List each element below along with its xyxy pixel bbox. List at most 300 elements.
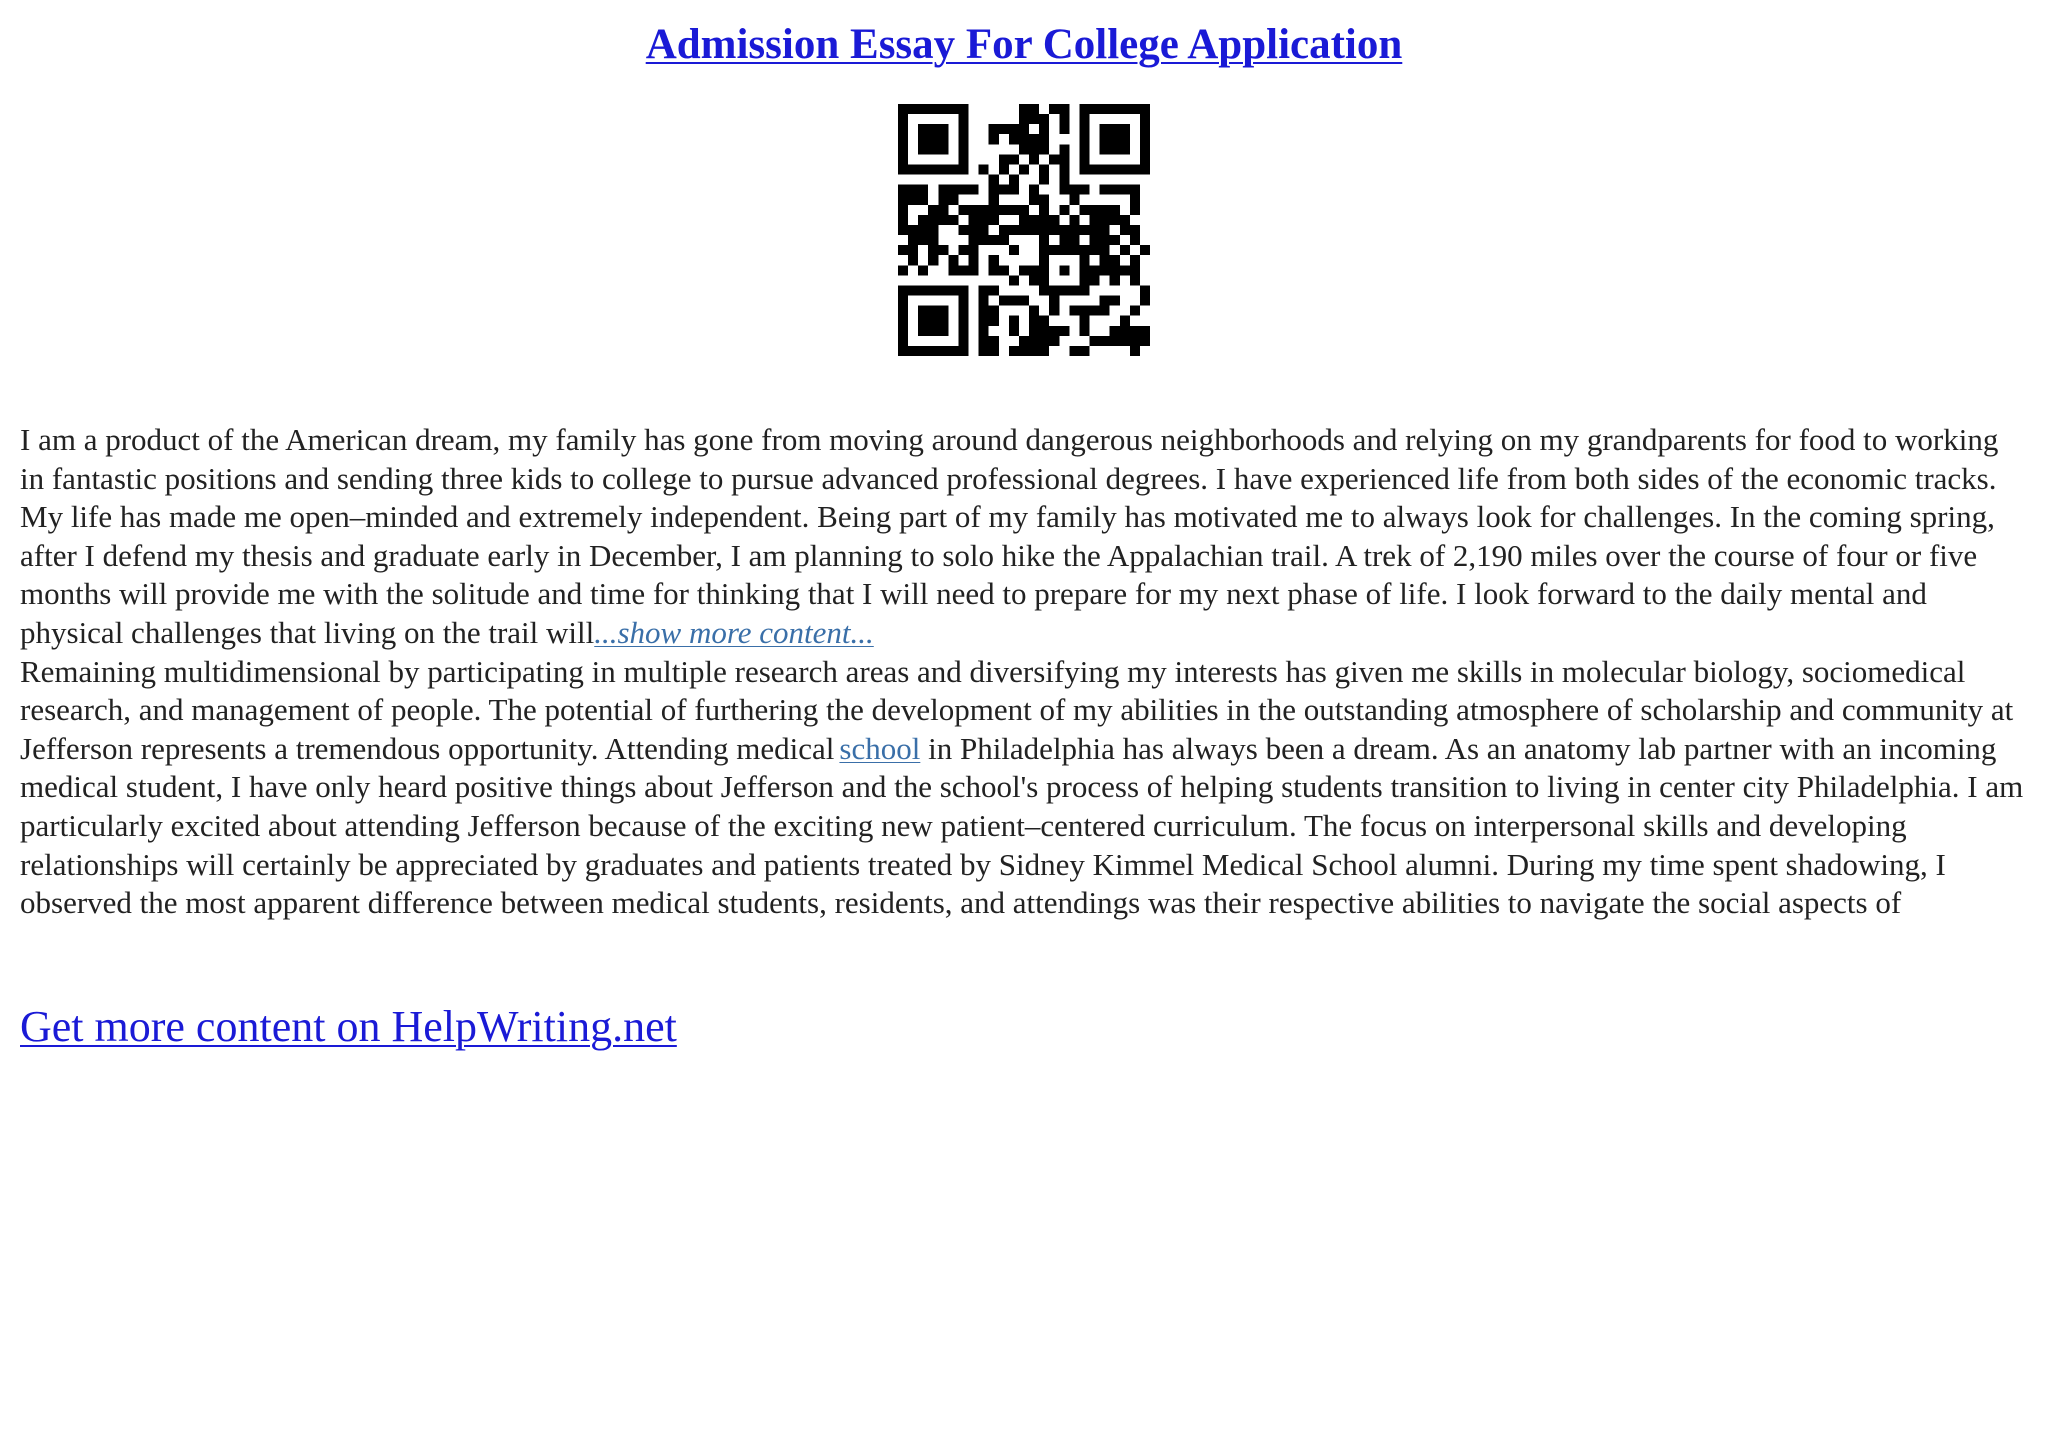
qr-module (1100, 255, 1110, 265)
qr-module (1090, 215, 1100, 225)
page-title[interactable]: Admission Essay For College Application (645, 21, 1403, 68)
qr-module (1029, 225, 1039, 235)
qr-module (1059, 245, 1069, 255)
qr-module (908, 245, 918, 255)
qr-module (1140, 245, 1150, 255)
qr-module (1059, 185, 1069, 195)
qr-module (1069, 235, 1079, 245)
qr-module (989, 255, 999, 265)
qr-module (1090, 235, 1100, 245)
qr-module (979, 225, 989, 235)
qr-module (1029, 275, 1039, 285)
qr-module (969, 215, 979, 225)
qr-module (1039, 346, 1049, 356)
qr-module (1069, 245, 1079, 255)
qr-module (1059, 164, 1069, 174)
qr-module (898, 326, 908, 336)
qr-module (1110, 124, 1120, 134)
qr-module (1130, 326, 1140, 336)
essay-body (20, 421, 2030, 923)
qr-module (1049, 306, 1059, 316)
qr-module (1009, 275, 1019, 285)
qr-module (1120, 336, 1130, 346)
qr-module (1120, 265, 1130, 275)
qr-module (898, 134, 908, 144)
qr-module (999, 154, 1009, 164)
qr-module (908, 164, 918, 174)
qr-module (1029, 144, 1039, 154)
qr-module (1100, 296, 1110, 306)
qr-module (1079, 124, 1089, 134)
qr-module (1019, 225, 1029, 235)
qr-module (918, 185, 928, 195)
qr-module (1079, 185, 1089, 195)
qr-module (938, 144, 948, 154)
qr-module (948, 185, 958, 195)
qr-module (938, 346, 948, 356)
qr-module (918, 164, 928, 174)
qr-module (908, 255, 918, 265)
qr-module (1069, 306, 1079, 316)
qr-module (1009, 175, 1019, 185)
qr-module (1039, 225, 1049, 235)
school-link[interactable]: school (839, 730, 921, 766)
qr-module (1039, 275, 1049, 285)
qr-module (979, 336, 989, 346)
qr-module (918, 144, 928, 154)
qr-module (1069, 195, 1079, 205)
qr-module (1009, 346, 1019, 356)
qr-module (1029, 306, 1039, 316)
qr-module (958, 245, 968, 255)
qr-module (948, 215, 958, 225)
qr-module (979, 306, 989, 316)
qr-module (1110, 275, 1120, 285)
qr-module (1079, 164, 1089, 174)
qr-module (1009, 296, 1019, 306)
qr-module (1100, 124, 1110, 134)
qr-module (938, 134, 948, 144)
qr-module (1049, 296, 1059, 306)
qr-module (1130, 185, 1140, 195)
qr-module (1069, 346, 1079, 356)
qr-module (1059, 144, 1069, 154)
qr-module (979, 235, 989, 245)
qr-module (1049, 245, 1059, 255)
qr-module (1140, 336, 1150, 346)
qr-module (1090, 245, 1100, 255)
qr-module (1049, 225, 1059, 235)
qr-module (938, 306, 948, 316)
qr-module (999, 124, 1009, 134)
qr-module (1059, 175, 1069, 185)
qr-module (1019, 134, 1029, 144)
qr-module (908, 195, 918, 205)
qr-module (1029, 336, 1039, 346)
qr-module (928, 215, 938, 225)
qr-module (928, 104, 938, 114)
qr-module (1110, 326, 1120, 336)
qr-module (1079, 275, 1089, 285)
qr-module (999, 225, 1009, 235)
qr-module (1049, 104, 1059, 114)
qr-module (1130, 195, 1140, 205)
qr-module (1019, 124, 1029, 134)
qr-module (989, 215, 999, 225)
qr-module (1029, 134, 1039, 144)
qr-module (979, 164, 989, 174)
qr-module (1079, 134, 1089, 144)
qr-module (958, 154, 968, 164)
qr-module (1090, 336, 1100, 346)
qr-module (958, 306, 968, 316)
qr-module (989, 134, 999, 144)
qr-module (979, 296, 989, 306)
qr-module (1059, 104, 1069, 114)
qr-module (1090, 265, 1100, 275)
qr-module (1110, 265, 1120, 275)
qr-module (1100, 205, 1110, 215)
qr-module (989, 285, 999, 295)
qr-module (1029, 114, 1039, 124)
qr-module (1120, 164, 1130, 174)
qr-module (979, 205, 989, 215)
qr-module (1079, 104, 1089, 114)
qr-module (918, 316, 928, 326)
qr-module (928, 316, 938, 326)
qr-module (1079, 245, 1089, 255)
qr-module (1059, 114, 1069, 124)
qr-module (1120, 225, 1130, 235)
qr-module (928, 205, 938, 215)
qr-module (1130, 104, 1140, 114)
qr-module (1110, 104, 1120, 114)
qr-module (1079, 255, 1089, 265)
qr-module (898, 205, 908, 215)
qr-module (1079, 316, 1089, 326)
qr-module (958, 346, 968, 356)
qr-module (989, 205, 999, 215)
qr-module (1049, 154, 1059, 164)
qr-module (989, 124, 999, 134)
qr-module (1110, 134, 1120, 144)
qr-module (948, 164, 958, 174)
essay-paragraph-2 (20, 653, 2030, 923)
qr-module (918, 215, 928, 225)
qr-module (1090, 104, 1100, 114)
qr-module (1100, 235, 1110, 245)
qr-module (958, 296, 968, 306)
qr-module (1130, 255, 1140, 265)
qr-module (1079, 326, 1089, 336)
qr-module (938, 205, 948, 215)
qr-module (1039, 316, 1049, 326)
qr-module (1039, 326, 1049, 336)
qr-module (958, 144, 968, 154)
qr-module (938, 245, 948, 255)
qr-module (928, 134, 938, 144)
qr-module (1009, 134, 1019, 144)
qr-module (1029, 185, 1039, 195)
qr-module (999, 296, 1009, 306)
qr-code-icon (898, 104, 1150, 356)
qr-module (969, 265, 979, 275)
paragraph-1-text: I am a product of the American dream, my family has gone from moving around dangerous neighborhoods and relying on my grandparents for food to working in fantastic positions and sending three kids to college to pursue advanced professional degrees. I have experienced life from both sides of the economic tracks. My life has made me open–minded and extremely independent. Being part of my family has motivated me to always look for challenges. In the coming spring, after I defend my thesis and graduate early in December, I am planning to solo hike the Appalachian trail. A trek of 2,190 miles over the course of four or five months will provide me with the solitude and time for thinking that I will need to prepare for my next phase of life. I look forward to the daily mental and physical challenges that living on the trail will (20, 422, 1999, 650)
qr-module (1110, 255, 1120, 265)
qr-module (1019, 104, 1029, 114)
qr-module (1019, 114, 1029, 124)
qr-module (898, 316, 908, 326)
qr-module (1100, 215, 1110, 225)
qr-module (938, 326, 948, 336)
qr-module (1120, 326, 1130, 336)
qr-module (1120, 245, 1130, 255)
qr-module (1069, 225, 1079, 235)
qr-module (1039, 245, 1049, 255)
qr-module (1029, 346, 1039, 356)
qr-module (1110, 185, 1120, 195)
qr-module (938, 215, 948, 225)
qr-module (938, 285, 948, 295)
qr-module (1120, 104, 1130, 114)
qr-module (918, 104, 928, 114)
qr-module (1059, 225, 1069, 235)
qr-module (1130, 265, 1140, 275)
qr-module (898, 225, 908, 235)
qr-module (1100, 225, 1110, 235)
qr-module (999, 164, 1009, 174)
qr-module (999, 205, 1009, 215)
qr-module (1049, 336, 1059, 346)
qr-module (938, 164, 948, 174)
qr-module (938, 195, 948, 205)
qr-module (1039, 134, 1049, 144)
qr-module (908, 346, 918, 356)
qr-module (1120, 124, 1130, 134)
qr-module (898, 296, 908, 306)
qr-module (1140, 326, 1150, 336)
qr-module (1100, 144, 1110, 154)
qr-module (958, 205, 968, 215)
qr-module (1140, 124, 1150, 134)
qr-module (1039, 255, 1049, 265)
qr-module (1130, 235, 1140, 245)
essay-paragraph-1 (20, 421, 2030, 653)
get-more-content-link[interactable]: Get more content on HelpWriting.net (20, 1002, 677, 1051)
qr-module (958, 265, 968, 275)
qr-module (1100, 245, 1110, 255)
qr-module (1039, 144, 1049, 154)
qr-module (1009, 225, 1019, 235)
qr-module (1079, 114, 1089, 124)
qr-module (1009, 245, 1019, 255)
qr-module (1120, 185, 1130, 195)
qr-module (989, 346, 999, 356)
qr-module (928, 255, 938, 265)
qr-module (958, 164, 968, 174)
qr-module (918, 195, 928, 205)
qr-module (1130, 164, 1140, 174)
qr-module (928, 285, 938, 295)
qr-module (989, 306, 999, 316)
qr-module (1130, 306, 1140, 316)
qr-module (1009, 185, 1019, 195)
qr-module (958, 134, 968, 144)
qr-module (908, 285, 918, 295)
qr-module (1140, 296, 1150, 306)
qr-module (989, 185, 999, 195)
qr-module (898, 336, 908, 346)
qr-module (969, 225, 979, 235)
qr-module (1140, 164, 1150, 174)
qr-module (1140, 134, 1150, 144)
qr-module (1039, 205, 1049, 215)
qr-module (1140, 285, 1150, 295)
qr-module (938, 124, 948, 134)
show-more-link[interactable]: ...show more content... (594, 614, 874, 650)
qr-module (1100, 164, 1110, 174)
qr-module (969, 235, 979, 245)
qr-module (908, 185, 918, 195)
qr-module (1039, 195, 1049, 205)
qr-module (1029, 316, 1039, 326)
qr-module (989, 175, 999, 185)
qr-module (1039, 175, 1049, 185)
qr-module (938, 104, 948, 114)
qr-module (1079, 205, 1089, 215)
qr-module (1039, 114, 1049, 124)
qr-module (1049, 215, 1059, 225)
qr-module (1090, 164, 1100, 174)
qr-module (1100, 185, 1110, 195)
qr-module (979, 285, 989, 295)
paragraph-2-text-end: in Philadelphia has always been a dream. As an anatomy lab partner with an incoming medical student, I have only heard positive things about Jefferson and the school's process of helping students transition to living in center city Philadelphia. I am particularly excited about attending Jefferson because of the exciting new patient–centered curriculum. The focus on interpersonal skills and developing relationships will certainly be appreciated by graduates and patients treated by Sidney Kimmel Medical School alumni. During my time spent shadowing, I observed the most apparent difference between medical students, residents, and attendings was their respective abilities to navigate the social aspects of (20, 730, 2024, 921)
qr-module (1130, 205, 1140, 215)
qr-module (1019, 164, 1029, 174)
qr-module (928, 225, 938, 235)
qr-module (969, 245, 979, 255)
qr-module (898, 124, 908, 134)
qr-module (898, 164, 908, 174)
qr-module (969, 185, 979, 195)
qr-code-graphic (898, 104, 1150, 356)
qr-module (1059, 326, 1069, 336)
qr-module (1090, 225, 1100, 235)
qr-module (1029, 104, 1039, 114)
qr-module (1009, 205, 1019, 215)
qr-module (1059, 265, 1069, 275)
qr-module (1039, 265, 1049, 275)
qr-module (958, 336, 968, 346)
qr-module (1059, 205, 1069, 215)
qr-module (979, 346, 989, 356)
qr-module (1039, 215, 1049, 225)
qr-module (1110, 205, 1120, 215)
qr-module (898, 215, 908, 225)
qr-module (1130, 275, 1140, 285)
qr-module (1130, 346, 1140, 356)
qr-module (958, 185, 968, 195)
qr-module (989, 235, 999, 245)
qr-module (898, 306, 908, 316)
qr-module (948, 255, 958, 265)
qr-module (918, 306, 928, 316)
qr-module (1019, 205, 1029, 215)
qr-module (1019, 265, 1029, 275)
qr-module (1039, 285, 1049, 295)
qr-module (1100, 265, 1110, 275)
qr-module (898, 104, 908, 114)
qr-module (1019, 336, 1029, 346)
qr-module (928, 326, 938, 336)
qr-module (898, 144, 908, 154)
qr-module (958, 104, 968, 114)
qr-module (928, 144, 938, 154)
qr-module (1079, 265, 1089, 275)
qr-module (938, 185, 948, 195)
qr-module (1090, 275, 1100, 285)
qr-module (1019, 296, 1029, 306)
qr-module (948, 195, 958, 205)
qr-module (958, 114, 968, 124)
qr-module (1120, 134, 1130, 144)
qr-module (938, 316, 948, 326)
qr-module (1120, 316, 1130, 326)
qr-module (898, 154, 908, 164)
qr-module (1100, 134, 1110, 144)
qr-module (1019, 215, 1029, 225)
qr-module (1029, 154, 1039, 164)
qr-module (1039, 235, 1049, 245)
qr-module (1069, 285, 1079, 295)
qr-module (928, 306, 938, 316)
qr-module (989, 316, 999, 326)
qr-module (918, 134, 928, 144)
qr-module (1079, 346, 1089, 356)
qr-module (1140, 114, 1150, 124)
qr-module (1069, 215, 1079, 225)
qr-module (918, 124, 928, 134)
qr-module (918, 346, 928, 356)
qr-module (1079, 154, 1089, 164)
qr-module (1140, 154, 1150, 164)
qr-module (1019, 346, 1029, 356)
qr-module (979, 215, 989, 225)
qr-module (1110, 164, 1120, 174)
qr-module (1029, 215, 1039, 225)
qr-module (1059, 154, 1069, 164)
qr-module (1059, 124, 1069, 134)
qr-module (1140, 144, 1150, 154)
qr-module (1110, 296, 1120, 306)
qr-module (918, 326, 928, 336)
qr-module (969, 255, 979, 265)
qr-module (999, 235, 1009, 245)
qr-module (958, 124, 968, 134)
qr-module (979, 316, 989, 326)
qr-module (928, 346, 938, 356)
qr-module (1090, 306, 1100, 316)
qr-module (1049, 326, 1059, 336)
qr-module (958, 225, 968, 235)
qr-module (958, 316, 968, 326)
qr-module (1110, 144, 1120, 154)
qr-module (1029, 265, 1039, 275)
qr-module (1100, 104, 1110, 114)
qr-module (1090, 205, 1100, 215)
qr-module (1079, 144, 1089, 154)
qr-module (1110, 336, 1120, 346)
